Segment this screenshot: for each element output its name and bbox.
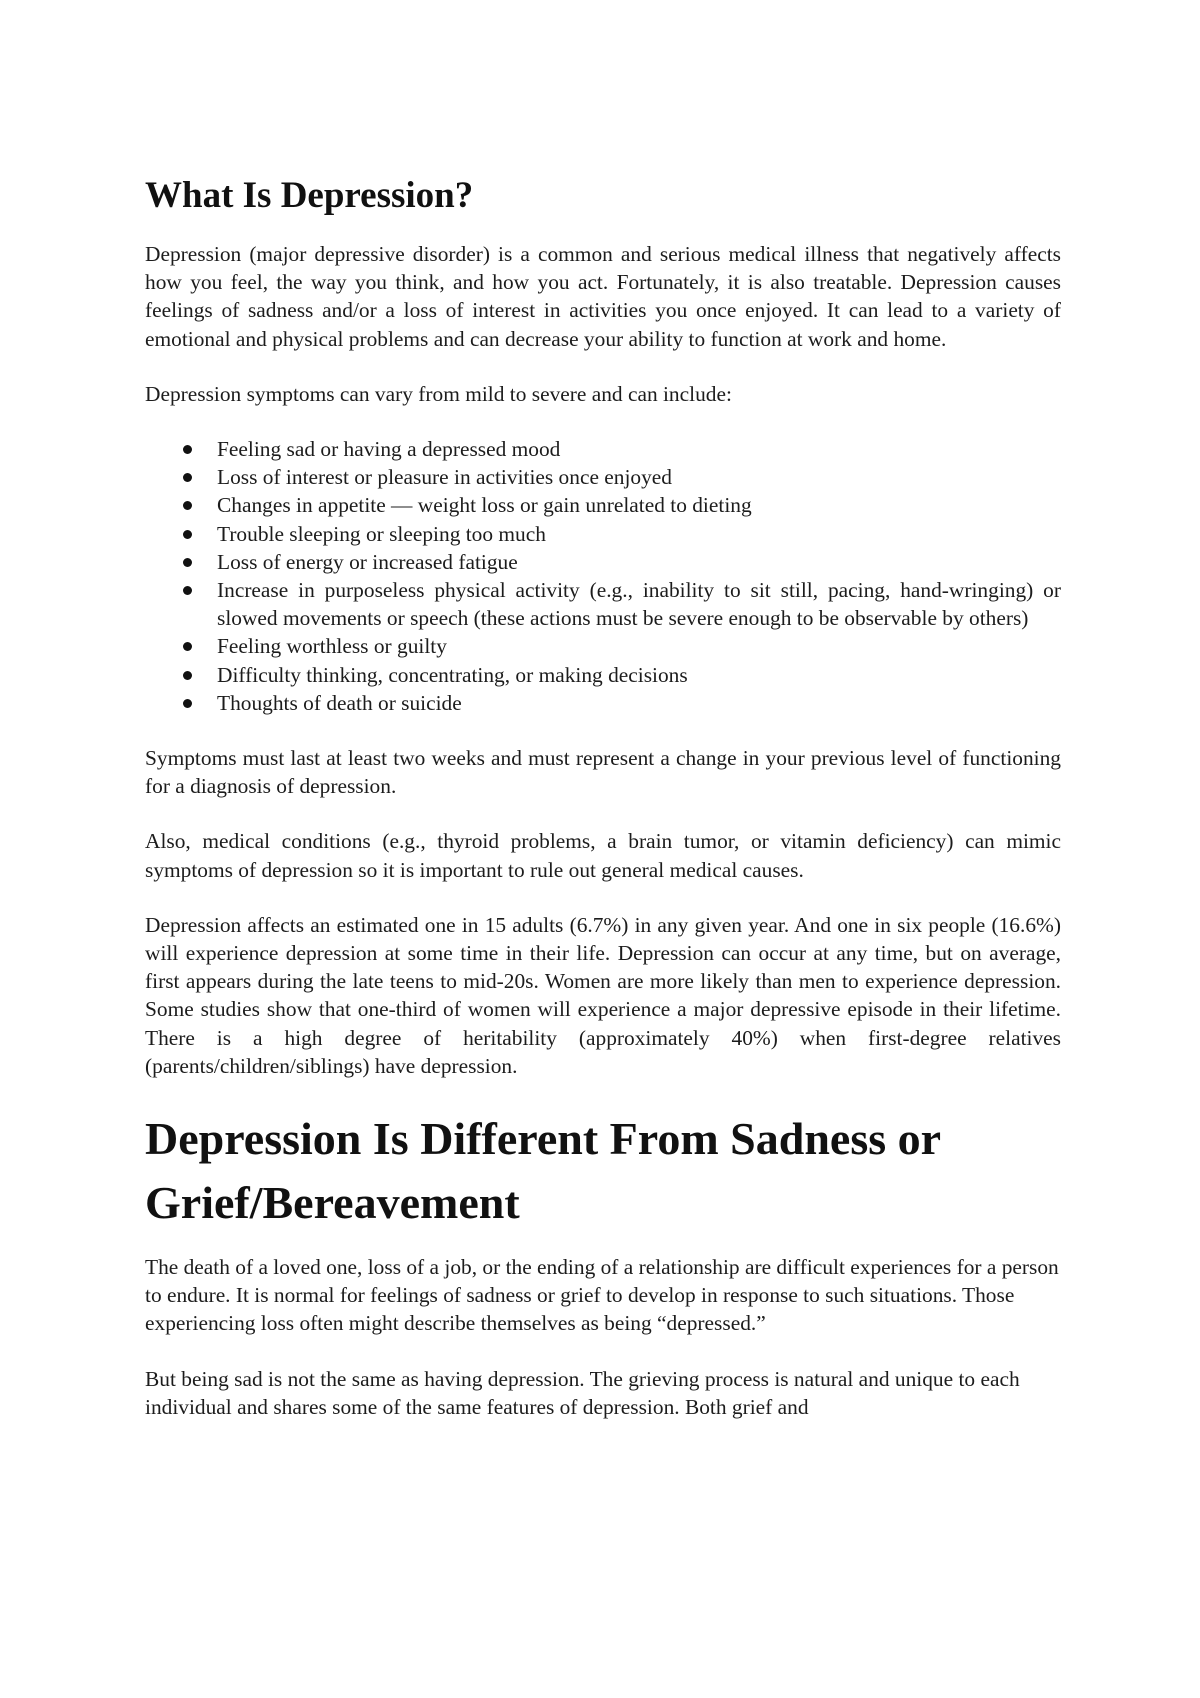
- section-title-what-is-depression: What Is Depression?: [145, 175, 474, 216]
- list-item: [217, 576, 1061, 632]
- list-item: [217, 463, 1061, 491]
- list-item-text: Difficulty thinking, concentrating, or making decisions: [217, 662, 688, 687]
- document-page: [145, 170, 1061, 1448]
- paragraph-symptoms-intro: Depression symptoms can vary from mild to severe and can include:: [145, 381, 732, 406]
- list-item: [217, 435, 1061, 463]
- bullet-icon: [183, 699, 192, 708]
- list-item-text: Feeling worthless or guilty: [217, 634, 447, 659]
- section-title-sadness-grief: Depression Is Different From Sadness or Grief/Bereavement: [145, 1113, 941, 1229]
- bullet-icon: [183, 642, 192, 651]
- list-item-text: Increase in purposeless physical activity (e.g., inability to sit still, pacing, hand-wringing) or slowed movements or speech (these actions must be severe enough to be observable by others): [217, 578, 1061, 631]
- list-item-text: Changes in appetite — weight loss or gain unrelated to dieting: [217, 493, 752, 518]
- list-item-text: Trouble sleeping or sleeping too much: [217, 521, 546, 546]
- list-item-text: Thoughts of death or suicide: [217, 690, 462, 715]
- bullet-icon: [183, 473, 192, 482]
- bullet-icon: [183, 671, 192, 680]
- list-item-text: Feeling sad or having a depressed mood: [217, 437, 561, 462]
- list-item-text: Loss of energy or increased fatigue: [217, 549, 518, 574]
- list-item: [217, 491, 1061, 519]
- list-item: [217, 632, 1061, 660]
- bullet-icon: [183, 445, 192, 454]
- paragraph-duration: Symptoms must last at least two weeks and must represent a change in your previous level of functioning for a diagnosis of depression.: [145, 746, 1061, 799]
- paragraph-medical-conditions: Also, medical conditions (e.g., thyroid problems, a brain tumor, or vitamin deficiency) can mimic symptoms of depression so it is important to rule out general medical causes.: [145, 829, 1061, 882]
- bullet-icon: [183, 530, 192, 539]
- paragraph-definition: Depression (major depressive disorder) is a common and serious medical illness that negatively affects how you feel, the way you think, and how you act. Fortunately, it is also treatable. Depression causes feelings of sadness and/or a loss of interest in activities you once enjoyed. It can lead to a variety of emotional and physical problems and can decrease your ability to function at work and home.: [145, 242, 1061, 351]
- symptoms-list: [145, 435, 1061, 717]
- paragraph-grieving: But being sad is not the same as having depression. The grieving process is natural and unique to each individual and shares some of the same features of depression. Both grief and: [145, 1366, 1020, 1419]
- paragraph-prevalence: Depression affects an estimated one in 15 adults (6.7%) in any given year. And one in six people (16.6%) will experience depression at some time in their life. Depression can occur at any time, but on average, first appears during the late teens to mid-20s. Women are more likely than men to experience depression. Some studies show that one-third of women will experience a major depressive episode in their lifetime. There is a high degree of heritability (approximately 40%) when first-degree relatives (parents/children/siblings) have depression.: [145, 912, 1061, 1078]
- list-item: [217, 520, 1061, 548]
- list-item: [217, 548, 1061, 576]
- paragraph-loss: The death of a loved one, loss of a job, or the ending of a relationship are difficult experiences for a person to endure. It is normal for feelings of sadness or grief to develop in response to such situations. Those experiencing loss often might describe themselves as being “depressed.”: [145, 1255, 1059, 1336]
- list-item: [217, 661, 1061, 689]
- list-item-text: Loss of interest or pleasure in activities once enjoyed: [217, 465, 673, 490]
- bullet-icon: [183, 558, 192, 567]
- list-item: [217, 689, 1061, 717]
- bullet-icon: [183, 586, 192, 595]
- bullet-icon: [183, 501, 192, 510]
